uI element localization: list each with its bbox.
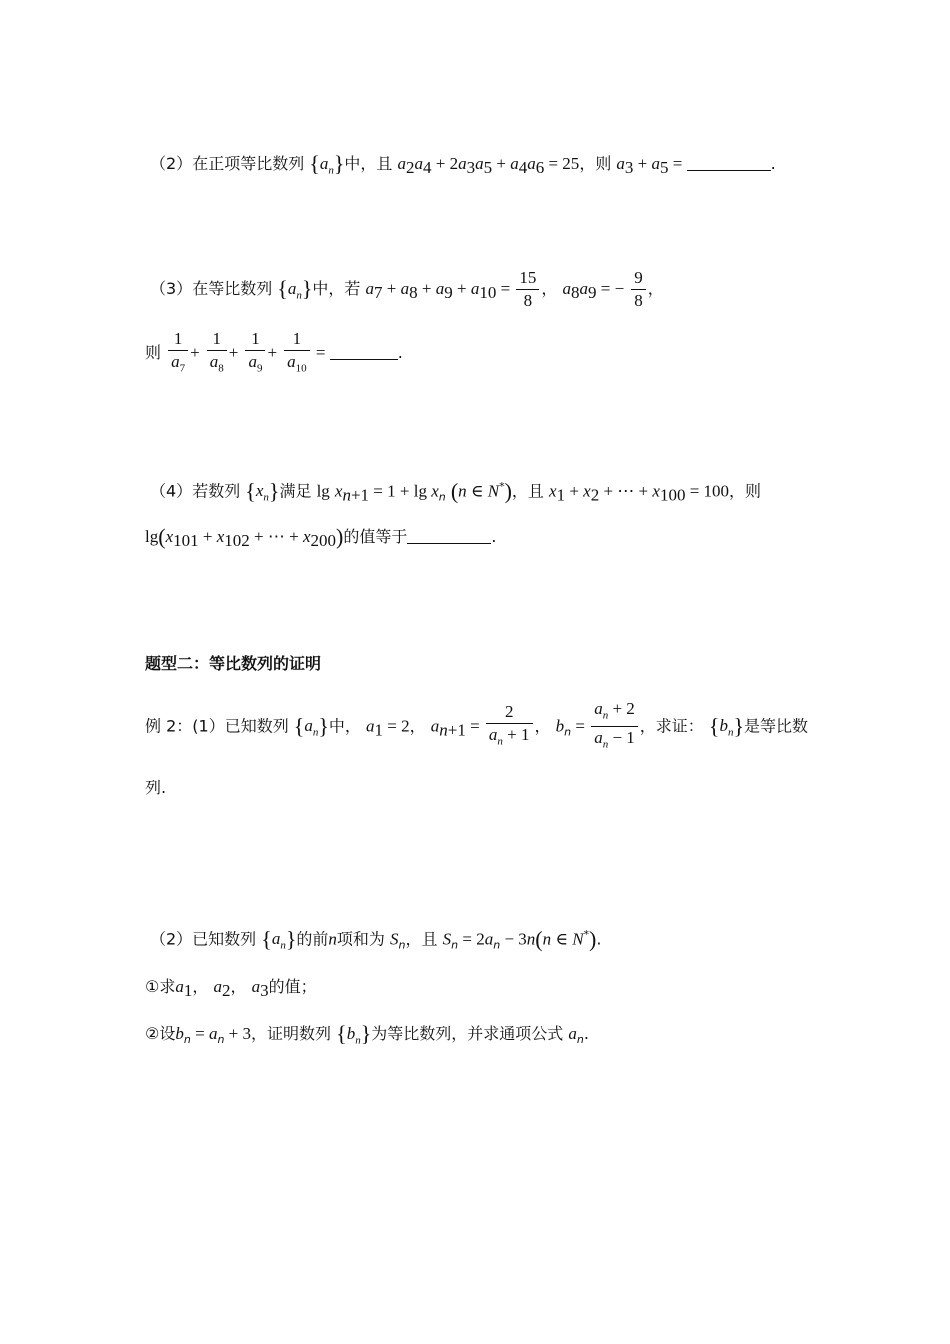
sub-question-1: ①求$a_1$， $a_2$， $a_3$的值； [145,977,317,1001]
question-label: （2） [150,154,193,173]
section-title: 题型二：等比数列的证明 [145,654,322,673]
answer-blank[interactable] [330,343,398,360]
sub-question-2: ②设$b_n = a_n + 3$，证明数列 $\{b_n\}$为等比数列，并求通项公式 $a_n$. [145,1021,589,1047]
question-label: （4） [150,481,193,501]
question-3-line2: 则 $\frac{1}{a_7}$ + $\frac{1}{a_8}$ + $\frac{1}{a_9}$ + $\frac{1}{a_{10}}$ = . [145,329,403,375]
question-4-line2: $\lg(x_{101} + x_{102}$ + ⋯ + $x_{200}$)的值等于 . [145,524,497,551]
question-3: （3）在等比数列 $\{a_n\}$中，若 $a_7 + a_8 + a_9 + a_{10}$ = $\frac{15}{8}$ ， $a_8a_9$ = − $\frac{9}{8}$ ， [150,268,664,310]
example-2-continuation: 列. [145,778,167,797]
answer-blank[interactable] [687,154,771,171]
example-2-part-1: 例 2：(1）已知数列 $\{a_n\}$中， $a_1 = 2$， $a_{n+1}$ = $\frac{2}{a_n + 1}$ ， $b_n$ = $\frac{a_n + 2}{a_n - 1}$ ，求证： $\{b_n\}$是等比数 [145,699,809,751]
answer-blank[interactable] [407,527,491,544]
question-4: （4）若数列 $\{x_n\}$满足 $\lg x_{n+1} = 1 + \lg x_n$ (n ∈ N*)，且 $x_1 + x_2$ + ⋯ + $x_{100} = 100$，则 [150,478,762,505]
question-label: （3） [150,279,193,298]
question-2: （2）在正项等比数列 $\{a_n\}$中，且 $a_2a_4 + 2a_3a_5 + a_4a_6 = 25$，则 $a_3 + a_5$ = . [150,151,776,178]
example-2-part-2: （2）已知数列 $\{a_n\}$的前n项和为 $S_n$，且 $S_n = 2a_n - 3n(n$ ∈ N*). [150,926,602,952]
